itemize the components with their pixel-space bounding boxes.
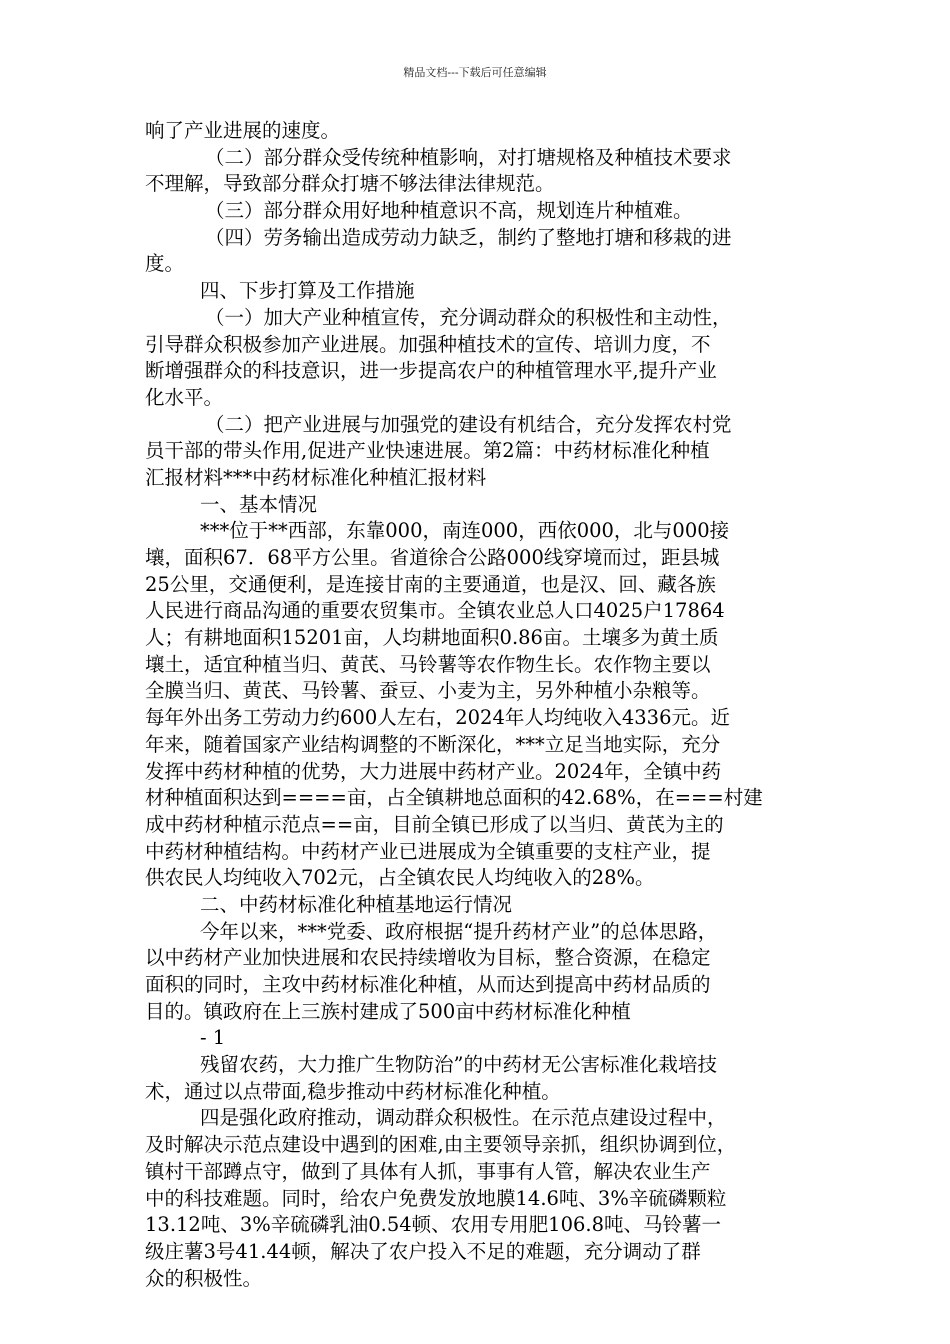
body-line: （二）部分群众受传统种植影响，对打塘规格及种植技术要求: [205, 145, 732, 169]
body-line: 员干部的带头作用,促进产业快速进展。第2篇：中药材标准化种植: [145, 439, 710, 463]
page-number: - 1: [200, 1026, 226, 1050]
body-line: 中药材种植结构。中药材产业已进展成为全镇重要的支柱产业，提: [145, 839, 711, 863]
body-line: 术，通过以点带面,稳步推动中药材标准化种植。: [145, 1079, 561, 1103]
body-line: ***位于**西部，东靠000，南连000，西依000，北与000接: [200, 519, 730, 543]
section-heading: 一、基本情况: [200, 492, 318, 516]
body-line: 响了产业进展的速度。: [145, 119, 341, 142]
body-line: （二）把产业进展与加强党的建设有机结合，充分发挥农村党: [205, 412, 732, 436]
body-line: 壤，面积67．68平方公里。省道徐合公路000线穿境而过，距县城: [145, 546, 720, 569]
body-line: 四是强化政府推动，调动群众积极性。在示范点建设过程中，: [200, 1106, 727, 1130]
body-line: 年来，随着国家产业结构调整的不断深化，***立足当地实际，充分: [145, 732, 721, 756]
section-heading: 四、下步打算及工作措施: [200, 279, 415, 303]
page-header: 精品文档---下载后可任意编辑: [403, 66, 547, 79]
section-heading: 二、中药材标准化种植基地运行情况: [200, 892, 513, 916]
body-line: 每年外出务工劳动力约600人左右，2024年人均纯收入4336元。近: [145, 706, 730, 730]
body-line: 级庄薯3号41.44顿，解决了农户投入不足的难题，充分调动了群: [145, 1239, 701, 1263]
body-line: 断增强群众的科技意识，进一步提高农户的种植管理水平,提升产业: [145, 359, 717, 383]
body-line: 壤土，适宜种植当归、黄芪、马铃薯等农作物生长。农作物主要以: [145, 652, 711, 676]
body-line: 发挥中药材种植的优势，大力进展中药材产业。2024年，全镇中药: [145, 759, 722, 783]
body-line: 不理解，导致部分群众打塘不够法律法律规范。: [145, 172, 555, 196]
body-line: 材种植面积达到====亩，占全镇耕地总面积的42.68%，在===村建: [145, 786, 763, 810]
body-line: 汇报材料***中药材标准化种植汇报材料: [145, 465, 487, 489]
body-line: 成中药材种植示范点==亩，目前全镇已形成了以当归、黄芪为主的: [145, 812, 724, 836]
body-line: 中的科技难题。同时，给农户免费发放地膜14.6吨、3%辛硫磷颗粒: [145, 1186, 727, 1210]
body-line: 引导群众积极参加产业进展。加强种植技术的宣传、培训力度，不: [145, 332, 711, 356]
body-line: 化水平。: [145, 385, 224, 409]
body-line: 13.12吨、3%辛硫磷乳油0.54顿、农用专用肥106.8吨、马铃薯一: [145, 1213, 722, 1237]
body-line: 今年以来，***党委、政府根据“提升药材产业”的总体思路，: [200, 919, 718, 943]
document-body: [145, 118, 813, 1292]
body-line: （三）部分群众用好地种植意识不高，规划连片种植难。: [205, 199, 693, 223]
body-line: 25公里，交通便利，是连接甘南的主要通道，也是汉、回、藏各族: [145, 572, 716, 596]
body-line: 众的积极性。: [145, 1266, 263, 1290]
body-line: 残留农药，大力推广生物防治”的中药材无公害标准化栽培技: [200, 1053, 717, 1077]
body-line: 镇村干部蹲点守，做到了具体有人抓，事事有人管，解决农业生产: [145, 1159, 711, 1183]
body-line: 全膜当归、黄芪、马铃薯、蚕豆、小麦为主，另外种植小杂粮等。: [145, 679, 711, 703]
body-line: （一）加大产业种植宣传，充分调动群众的积极性和主动性，: [205, 305, 732, 329]
body-line: （四）劳务输出造成劳动力缺乏，制约了整地打塘和移栽的进: [205, 225, 732, 249]
body-line: 面积的同时，主攻中药材标准化种植，从而达到提高中药材品质的: [145, 973, 711, 996]
body-line: 人民进行商品沟通的重要农贸集市。全镇农业总人口4025户17864: [145, 599, 725, 623]
body-line: 目的。镇政府在上三族村建成了500亩中药材标准化种植: [145, 999, 631, 1023]
body-line: 人；有耕地面积15201亩，人均耕地面积0.86亩。土壤多为黄土质: [145, 626, 719, 650]
body-line: 以中药材产业加快进展和农民持续增收为目标，整合资源，在稳定: [145, 946, 711, 970]
body-line: 供农民人均纯收入702元，占全镇农民人均纯收入的28%。: [145, 866, 655, 890]
body-line: 度。: [145, 252, 185, 276]
body-line: 及时解决示范点建设中遇到的困难,由主要领导亲抓，组织协调到位，: [145, 1133, 737, 1157]
